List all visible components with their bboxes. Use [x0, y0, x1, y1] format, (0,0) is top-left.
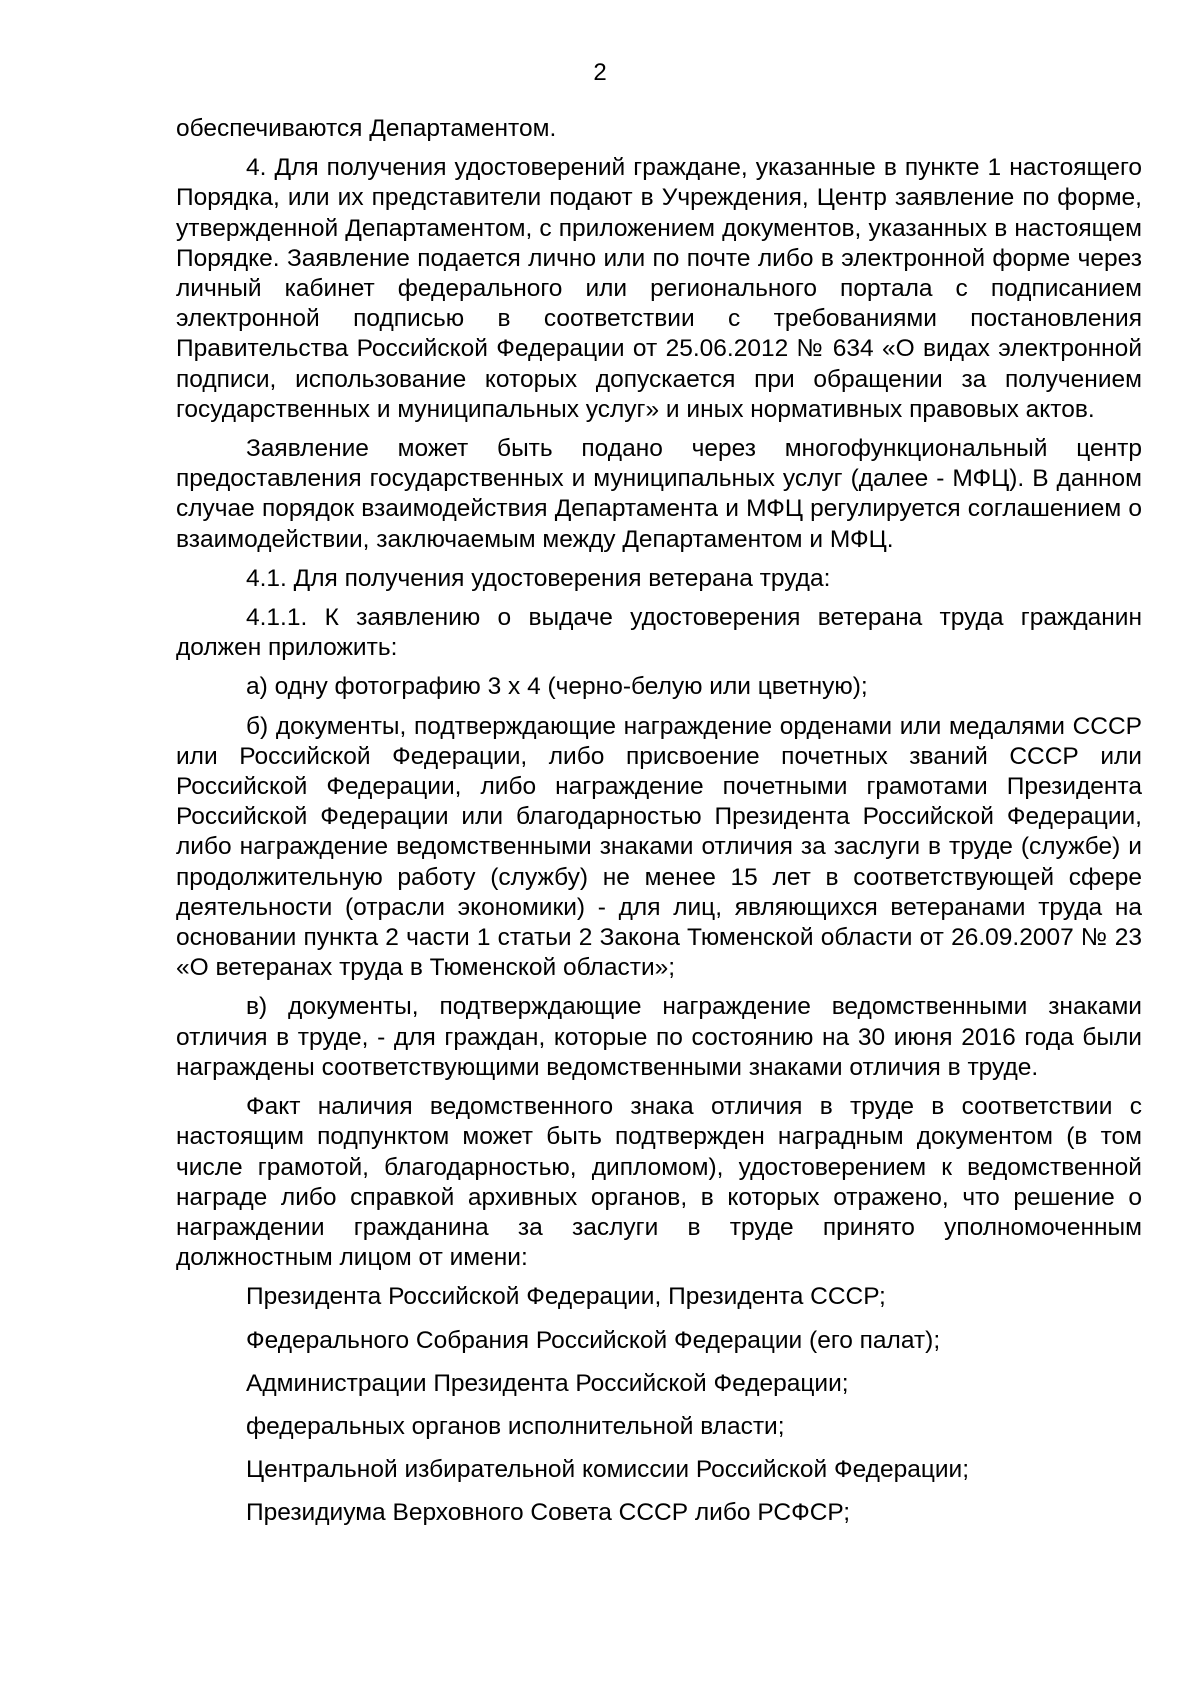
list-item: Центральной избирательной комиссии Российской Федерации;: [246, 1456, 970, 1484]
paragraph-fact: Факт наличия ведомственного знака отличия в труде в соответствии с настоящим подпунктом может быть подтвержден наградным документом (в том числе грамотой, благодарностью, дипломом), удостоверением к ведомственной награде либо справкой архивных органов, в которых отражено, что решение о награждении гражданина за заслуги в труде принято уполномоченным должностным лицом от имени:: [176, 1093, 1142, 1272]
paragraph-item-4: 4. Для получения удостоверений граждане, указанные в пункте 1 настоящего Порядка, или их представители подают в Учреждения, Центр заявление по форме, утвержденной Департаментом, с приложением документов, указанных в настоящем Порядке. Заявление подается лично или по почте либо в электронной форме через личный кабинет федерального или регионального портала с подписанием электронной подписью в соответствии с требованиями постановления Правительства Российской Федерации от 25.06.2012 № 634 «О видах электронной подписи, использование которых допускается при обращении за получением государственных и муниципальных услуг» и иных нормативных правовых актов.: [176, 154, 1142, 423]
page-number: 2: [593, 59, 607, 86]
paragraph-item-4-1: 4.1. Для получения удостоверения ветерана труда:: [246, 564, 831, 592]
paragraph-subitem-b: б) документы, подтверждающие награждение орденами или медалями СССР или Российской Федерации, либо присвоение почетных званий СССР или Российской Федерации, либо награждение почетными грамотами Президента Российской Федерации или благодарностью Президента Российской Федерации, либо награждение ведомственными знаками отличия за заслуги в труде (службе) и продолжительную работу (службу) не менее 15 лет в соответствующей сфере деятельности (отрасли экономики) - для лиц, являющихся ветеранами труда на основании пункта 2 части 1 статьи 2 Закона Тюменской области от 26.09.2007 № 23 «О ветеранах труда в Тюменской области»;: [176, 712, 1142, 982]
list-item: Президента Российской Федерации, Президента СССР;: [246, 1283, 886, 1311]
paragraph-continuation: обеспечиваются Департаментом.: [176, 115, 557, 142]
list-item: Администрации Президента Российской Федерации;: [246, 1369, 849, 1397]
paragraph-subitem-v: в) документы, подтверждающие награждение ведомственными знаками отличия в труде, - для граждан, которые по состоянию на 30 июня 2016 года были награждены соответствующими ведомственными знаками отличия в труде.: [176, 993, 1142, 1081]
list-item: Федерального Собрания Российской Федерации (его палат);: [246, 1326, 941, 1354]
paragraph-mfc: Заявление может быть подано через многофункциональный центр предоставления государственных и муниципальных услуг (далее - МФЦ). В данном случае порядок взаимодействия Департамента и МФЦ регулируется соглашением о взаимодействии, заключаемым между Департаментом и МФЦ.: [176, 435, 1142, 553]
document-body: [176, 114, 1142, 1542]
paragraph-subitem-a: а) одну фотографию 3 х 4 (черно-белую или цветную);: [246, 673, 868, 701]
paragraph-item-4-1-1: 4.1.1. К заявлению о выдаче удостоверения ветерана труда гражданин должен приложить:: [176, 604, 1142, 662]
list-item: федеральных органов исполнительной власти;: [246, 1412, 785, 1440]
authority-list: [176, 1282, 1142, 1528]
list-item: Президиума Верховного Совета СССР либо РСФСР;: [246, 1499, 851, 1527]
